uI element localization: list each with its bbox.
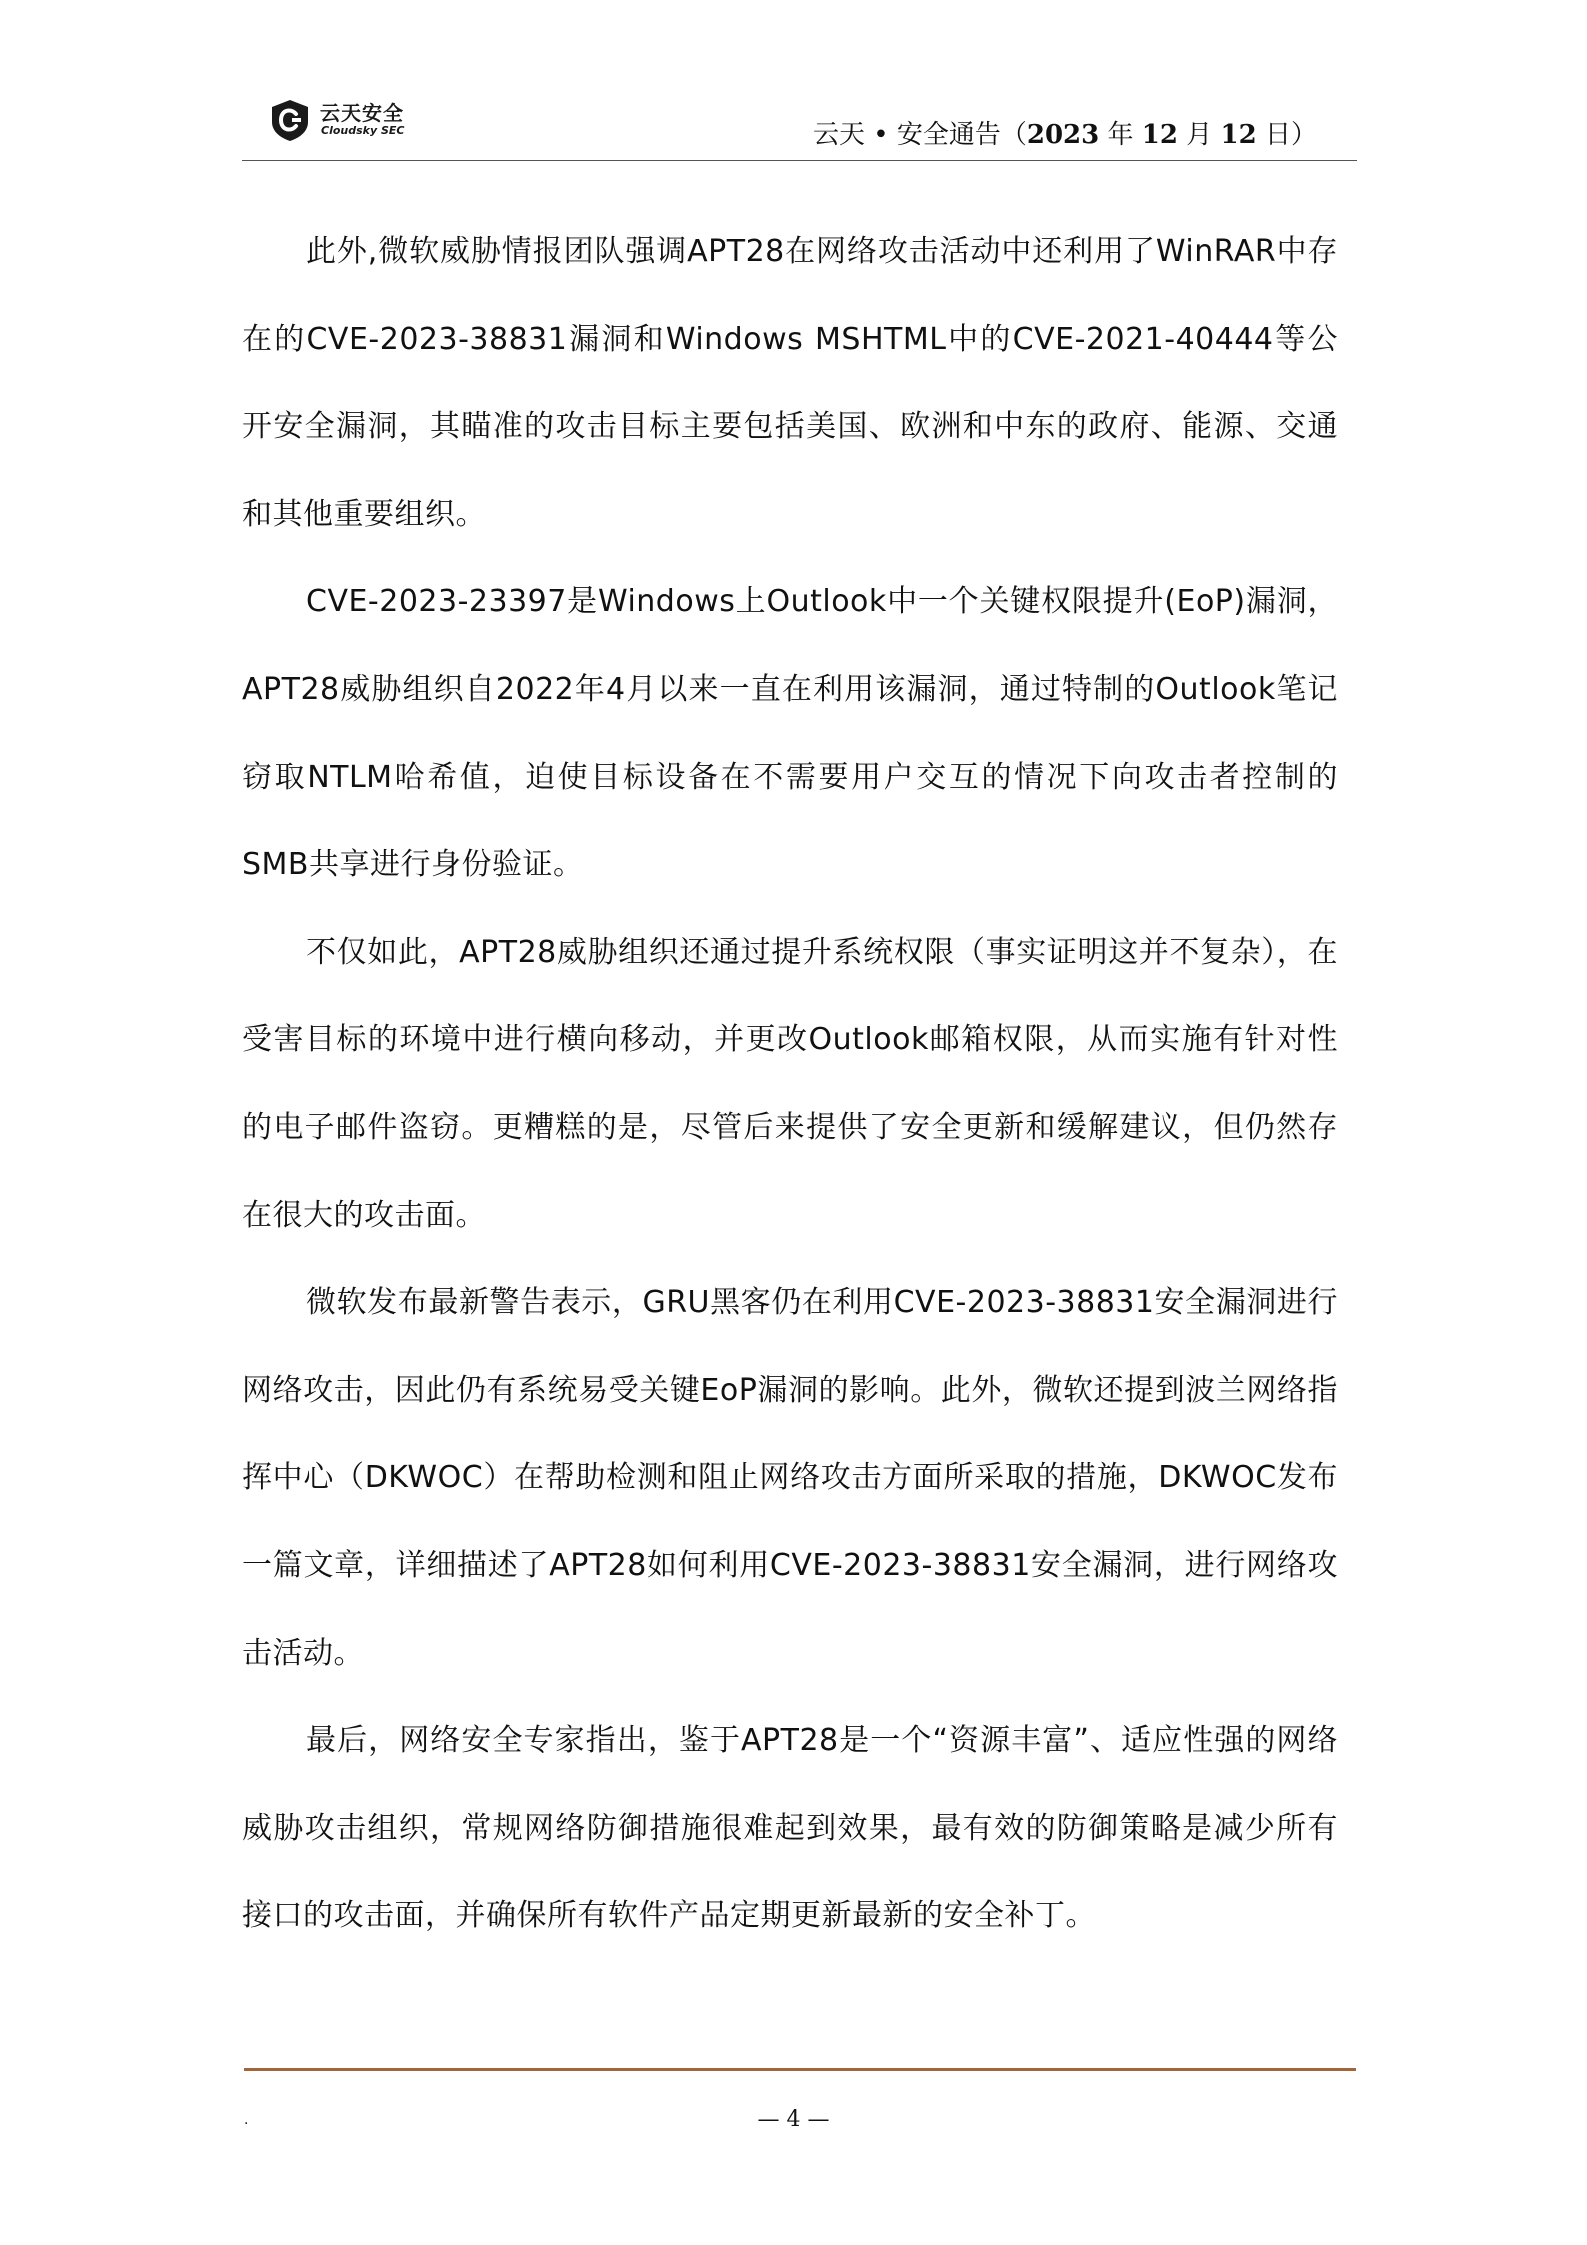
cloudsky-shield-icon (268, 98, 312, 142)
logo-text-cn: 云天安全 (320, 101, 404, 125)
header-month-unit: 月 (1186, 120, 1213, 150)
header-title-main: 安全通告（ (896, 120, 1027, 150)
header-year: 2023 (1026, 120, 1100, 150)
header-title-separator: • (873, 120, 889, 150)
footer-dot: . (244, 2112, 249, 2128)
paragraph-3: 不仅如此，APT28威胁组织还通过提升系统权限（事实证明这并不复杂），在受害目标的环境中进行横向移动，并更改Outlook邮箱权限，从而实施有针对性的电子邮件盗窃。更糟糕的是，尽管后来提供了安全更新和缓解建议，但仍然存在很大的攻击面。 (242, 934, 1338, 1233)
company-logo (268, 98, 468, 148)
document-body (242, 208, 1338, 1960)
paragraph-4: 微软发布最新警告表示，GRU黑客仍在利用CVE-2023-38831安全漏洞进行网络攻击，因此仍有系统易受关键EoP漏洞的影响。此外，微软还提到波兰网络指挥中心（DKWOC）在帮助检测和阻止网络攻击方面所采取的措施，DKWOC发布一篇文章，详细描述了APT28如何利用CVE-2023-38831安全漏洞，进行网络攻击活动。 (242, 1285, 1338, 1671)
header-month: 12 (1141, 120, 1178, 150)
logo-text-en: Cloudsky SEC (321, 124, 405, 137)
page-number: — 4 — (757, 2107, 830, 2132)
header-year-unit: 年 (1107, 120, 1134, 150)
header-day-unit: 日） (1264, 120, 1317, 150)
header-divider (242, 160, 1357, 161)
header-title-prefix: 云天 (812, 120, 865, 150)
paragraph-2: CVE-2023-23397是Windows上Outlook中一个关键权限提升(EoP)漏洞，APT28威胁组织自2022年4月以来一直在利用该漏洞，通过特制的Outlook笔记窃取NTLM哈希值，迫使目标设备在不需要用户交互的情况下向攻击者控制的SMB共享进行身份验证。 (242, 584, 1338, 883)
page-header (242, 98, 1357, 162)
header-title (813, 114, 1317, 151)
header-day: 12 (1220, 120, 1257, 150)
paragraph-1: 此外,微软威胁情报团队强调APT28在网络攻击活动中还利用了WinRAR中存在的CVE-2023-38831漏洞和Windows MSHTML中的CVE-2021-40444等公开安全漏洞，其瞄准的攻击目标主要包括美国、欧洲和中东的政府、能源、交通和其他重要组织。 (242, 234, 1338, 532)
footer-divider (244, 2068, 1356, 2071)
paragraph-5: 最后，网络安全专家指出，鉴于APT28是一个“资源丰富”、适应性强的网络威胁攻击组织，常规网络防御措施很难起到效果，最有效的防御策略是减少所有接口的攻击面，并确保所有软件产品定期更新最新的安全补丁。 (242, 1723, 1338, 1934)
